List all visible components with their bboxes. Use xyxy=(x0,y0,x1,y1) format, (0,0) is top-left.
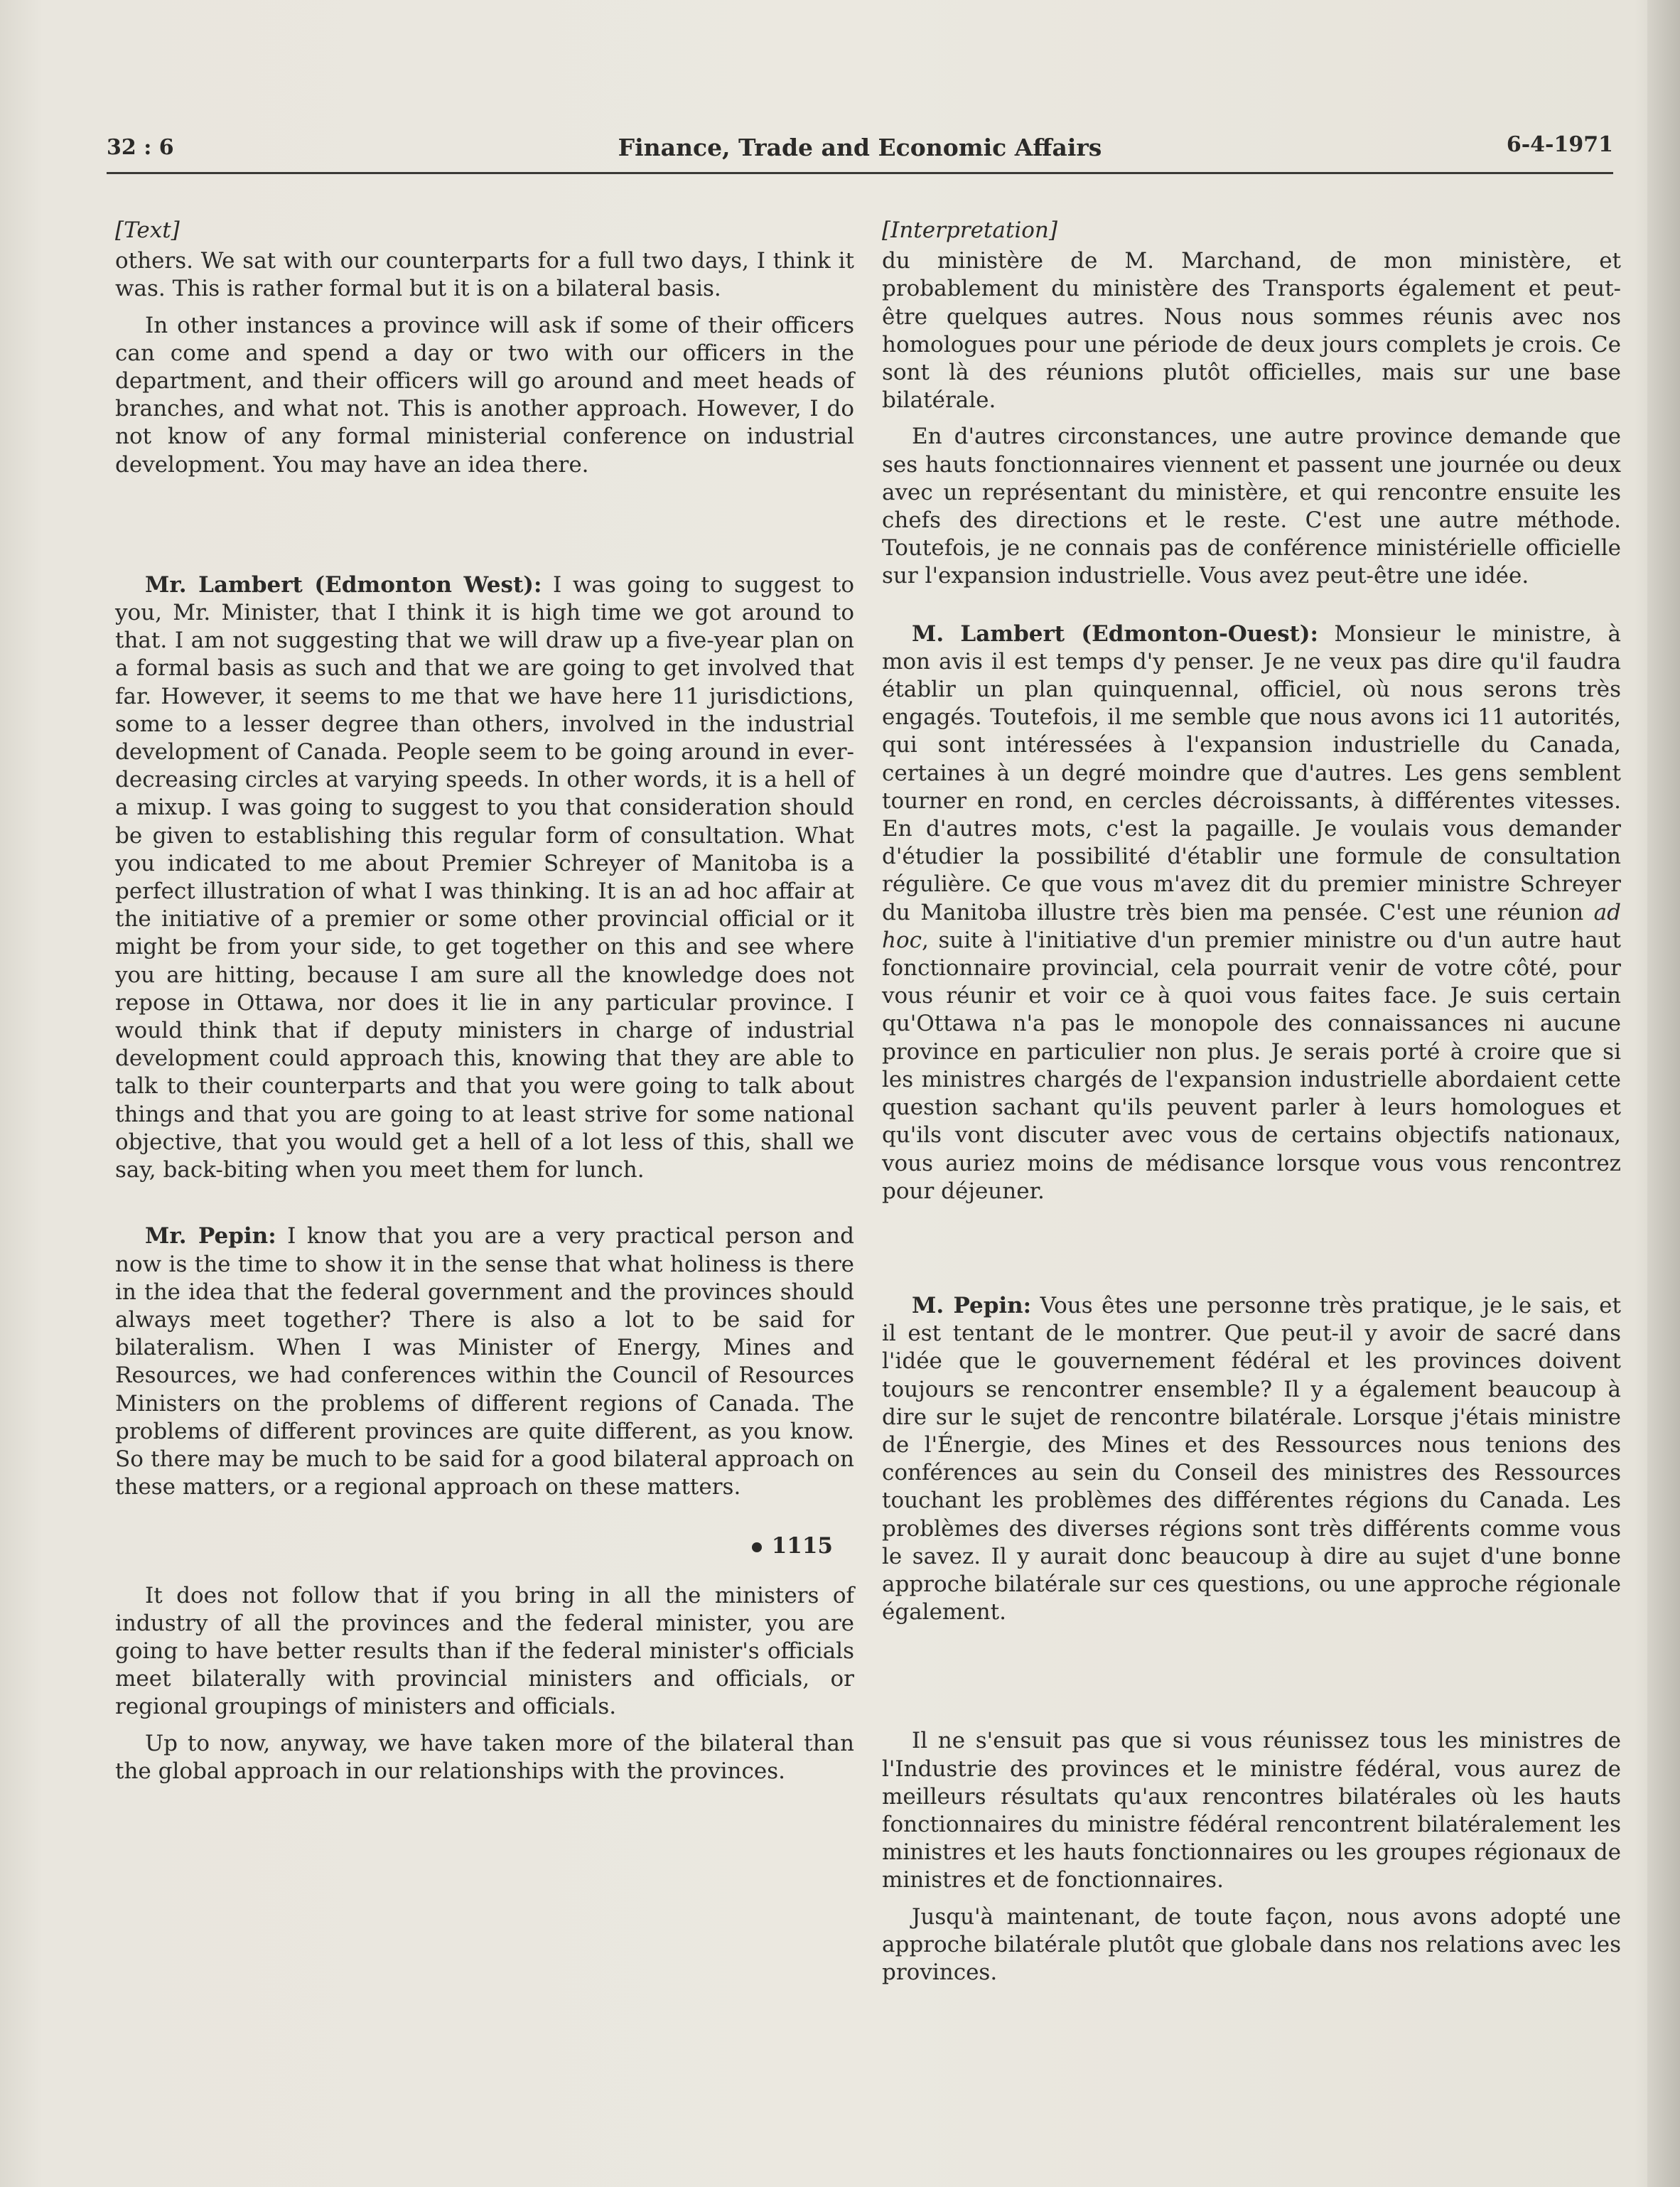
header-title: Finance, Trade and Economic Affairs xyxy=(618,134,1102,161)
time-marker-value: 1115 xyxy=(771,1533,833,1559)
italic-term: ad hoc xyxy=(882,899,1621,953)
paragraph: Il ne s'ensuit pas que si vous réunissez tous les ministres de l'Industrie des provinces et le ministre fédéral, vous aurez de meilleurs résultats qu'aux rencontres bilatérales où les hauts fonctionnaires du ministre fédéral rencontrent bilatéralement les ministres et les hauts fonctionnaires ou les groupes régionaux de ministres et de fonctionnaires. xyxy=(882,1728,1621,1893)
pepin-paragraph xyxy=(882,1292,1621,1626)
speaker-name: Mr. Pepin: xyxy=(145,1223,276,1250)
speech-text: Vous êtes une personne très pratique, je le sais, et il est tentant de le montrer. Que peut-il y avoir de sacré dans l'idée que le gouvernement fédéral et les provinces doivent toujours se rencontrer ensemble? Il y a également beaucoup à dire sur le sujet de rencontre bilatérale. Lorsque j'étais ministre de l'Énergie, des Mines et des Ressources nous tenions des conférences au sein du Conseil des ministres des Ressources touchant les problèmes des différentes régions du Canada. Les problèmes des diverses régions sont très différents comme vous le savez. Il y aurait donc beaucoup à dire au sujet d'une bonne approche bilatérale sur ces questions, ou une approche régionale également. xyxy=(882,1292,1621,1626)
header-date: 6-4-1971 xyxy=(1506,132,1613,157)
speaker-name: Mr. Lambert (Edmonton West): xyxy=(145,571,542,598)
speaker-name: M. Pepin: xyxy=(912,1292,1032,1318)
pepin-paragraph xyxy=(115,1223,854,1501)
bullet-icon xyxy=(752,1542,762,1552)
english-column xyxy=(115,217,854,1794)
speech-text: , suite à l'initiative d'un premier ministre ou d'un autre haut fonctionnaire provincial, cela pourrait venir de votre côté, pour vous réunir et voir ce à quoi vous faites face. Je suis certain qu'Ottawa n'a pas le monopole des connaissances ni aucune province en particulier non plus. Je serais porté à croire que si les ministres chargés de l'expansion industrielle abordaient cette question sachant qu'ils peuvent parler à leurs homologues et qu'ils vont discuter avec vous de certains objectifs nationaux, vous auriez moins de médisance lorsque vous vous rencontrez pour déjeuner. xyxy=(882,927,1621,1204)
binding-edge xyxy=(1647,0,1680,2187)
time-marker xyxy=(115,1532,833,1560)
text-tag: [Text] xyxy=(115,217,180,243)
interpretation-tag: [Interpretation] xyxy=(882,217,1057,243)
running-header xyxy=(107,129,1613,172)
paragraph: others. We sat with our counterparts for a full two days, I think it was. This is rather formal but it is on a bilateral basis. xyxy=(115,248,854,302)
header-rule xyxy=(107,172,1613,174)
paragraph: En d'autres circonstances, une autre province demande que ses hauts fonctionnaires viennent et passent une journée ou deux avec un représentant du ministère, et qui rencontre ensuite les chefs des directions et le reste. C'est une autre méthode. Toutefois, je ne connais pas de conférence ministérielle officielle sur l'expansion industrielle. Vous avez peut-être une idée. xyxy=(882,424,1621,589)
page-number: 32 : 6 xyxy=(107,135,174,160)
lambert-paragraph xyxy=(882,620,1621,1205)
paragraph: In other instances a province will ask if some of their officers can come and spend a day or two with our officers in the department, and their officers will go around and meet heads of branches, and what not. This is another approach. However, I do not know of any formal ministerial conference on industrial development. You may have an idea there. xyxy=(115,312,854,478)
paragraph: It does not follow that if you bring in all the ministers of industry of all the provinces and the federal minister, you are going to have better results than if the federal minister's officials meet bilaterally with provincial ministers and officials, or regional groupings of ministers and officials. xyxy=(115,1582,854,1720)
french-column xyxy=(882,217,1621,1995)
paragraph: Up to now, anyway, we have taken more of the bilateral than the global approach in our relationships with the provinces. xyxy=(115,1730,854,1784)
paragraph: du ministère de M. Marchand, de mon ministère, et probablement du ministère des Transports également et peut-être quelques autres. Nous nous sommes réunis avec nos homologues pour une période de deux jours complets je crois. Ce sont là des réunions plutôt officielles, mais sur une base bilatérale. xyxy=(882,248,1621,414)
speech-text: Monsieur le ministre, à mon avis il est temps d'y penser. Je ne veux pas dire qu'il faudra établir un plan quinquennal, officiel, où nous serons très engagés. Toutefois, il me semble que nous avons ici 11 autorités, qui sont intéressées à l'expansion industrielle du Canada, certaines à un degré moindre que d'autres. Les gens semblent tourner en rond, en cercles décroissants, à différentes vitesses. En d'autres mots, c'est la pagaille. Je voulais vous demander d'étudier la possibilité d'établir une formule de consultation régulière. Ce que vous m'avez dit du premier ministre Schreyer du Manitoba illustre très bien ma pensée. C'est une réunion xyxy=(882,620,1622,925)
speech-text: I know that you are a very practical person and now is the time to show it in the sense that what holiness is there in the idea that the federal government and the provinces should always meet together? There is also a lot to be said for bilateralism. When I was Minister of Energy, Mines and Resources, we had conferences within the Council of Resources Ministers on the problems of different regions of Canada. The problems of different provinces are quite different, as you know. So there may be much to be said for a good bilateral approach on these matters, or a regional approach on these matters. xyxy=(115,1223,854,1500)
paragraph: Jusqu'à maintenant, de toute façon, nous avons adopté une approche bilatérale plutôt que globale dans nos relations avec les provinces. xyxy=(882,1903,1621,1985)
lambert-paragraph xyxy=(115,571,854,1184)
speaker-name: M. Lambert (Edmonton-Ouest): xyxy=(912,620,1318,647)
speech-text: I was going to suggest to you, Mr. Minister, that I think it is high time we got around to that. I am not suggesting that we will draw up a five-year plan on a formal basis as such and that we are going to get involved that far. However, it seems to me that we have here 11 jurisdictions, some to a lesser degree than others, involved in the industrial development of Canada. People seem to be going around in ever-decreasing circles at varying speeds. In other words, it is a hell of a mixup. I was going to suggest to you that consideration should be given to establishing this regular form of consultation. What you indicated to me about Premier Schreyer of Manitoba is a perfect illustration of what I was thinking. It is an ad hoc affair at the initiative of a premier or some other provincial official or it might be from your side, to get together on this and see where you are hitting, because I am sure all the knowledge does not repose in Ottawa, nor does it lie in any particular province. I would think that if deputy ministers in charge of industrial development could approach this, knowing that they are able to talk to their counterparts and that you were going to talk about things and that you are going to at least strive for some national objective, that you would get a hell of a lot less of this, shall we say, back-biting when you meet them for lunch. xyxy=(115,571,855,1183)
